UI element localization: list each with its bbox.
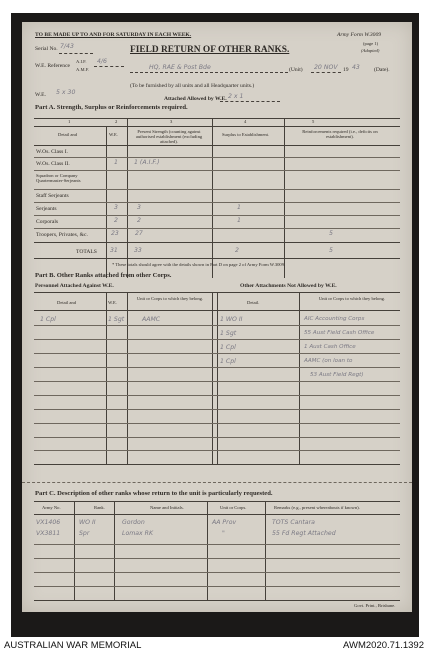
date-value: 20 NOV (314, 64, 338, 71)
part-c-rank: WO II (79, 519, 96, 526)
part-b-right-subtitle: Other Attachments Not Allowed by W.E. (240, 283, 337, 289)
part-b-right-unit: AIC Accounting Corps (304, 316, 365, 322)
archive-footer (0, 637, 428, 653)
part-c-title: Part C. Description of other ranks whose return to the unit is particularly requested. (35, 490, 273, 497)
unit-label: (Unit) (289, 67, 303, 73)
attached-value: 2 x 1 (228, 93, 244, 100)
part-c-header-remarks: Remarks (e.g., present whereabouts if known). (274, 505, 360, 510)
accession-number: AWM2020.71.1392 (343, 640, 424, 651)
part-c-unit: AA Prov (212, 519, 237, 526)
part-a-col-number: 1 (68, 119, 71, 124)
part-c-rank: Spr (79, 530, 90, 537)
part-a-row-we: 2 (114, 217, 118, 224)
part-a-row-detail: Staff Serjeants (36, 193, 69, 199)
part-c-army-no: VX1406 (36, 519, 61, 526)
year-prefix: 19 (343, 67, 349, 73)
part-a-footnote: * These totals should agree with the details shown in Part D on page 2 of Army Form W.3009. (112, 262, 286, 267)
part-b-right-detail: 1 Sgt (220, 330, 237, 337)
part-c-name: Lomax RK (122, 530, 154, 537)
part-b-right-detail: 1 Cpl (220, 358, 236, 365)
part-a-row-strength: 27 (135, 230, 143, 237)
part-b-title: Part B. Other Ranks attached from other Corps. (35, 272, 172, 279)
part-a-header-surplus: Surplus to Establishment. (222, 132, 270, 137)
part-c-header-unit: Unit or Corps. (220, 505, 247, 510)
form-adapted: (Adapted) (361, 48, 380, 53)
part-c-remarks: 55 Fd Regt Attached (272, 530, 336, 537)
part-a-row-reinforcements: 5 (329, 230, 333, 237)
form-title: FIELD RETURN OF OTHER RANKS. (130, 45, 290, 55)
we-reference-label: W.E. Reference (35, 63, 71, 69)
part-a-title: Part A. Strength, Surplus or Reinforcements required. (35, 104, 188, 111)
we-label: W.E. (35, 92, 46, 98)
top-notice: TO BE MADE UP TO AND FOR SATURDAY IN EACH WEEK. (35, 32, 192, 38)
part-b-right-detail: 1 WO II (220, 316, 243, 323)
part-b-right-unit: AAMC (on loan to (304, 358, 353, 364)
part-a-header-detail: Detail and (58, 132, 78, 137)
part-c-header-rank: Rank. (94, 505, 105, 510)
part-a-row-detail: Corporals (36, 219, 59, 225)
form-page: (page 1) (363, 41, 379, 46)
part-a-row-we: 23 (111, 230, 119, 237)
totals-surplus: 2 (235, 247, 239, 254)
form-sheet (22, 22, 412, 612)
part-a-header-we: W.E. (109, 132, 119, 137)
part-b-left-detail: 1 Cpl (40, 316, 56, 323)
part-a-col-number: 3 (170, 119, 173, 124)
part-a-col-number: 5 (312, 119, 315, 124)
part-a-row-detail: W.Os. Class II. (36, 161, 70, 167)
serial-label: Serial No. (35, 46, 58, 52)
part-a-row-detail: Serjeants (36, 206, 57, 212)
part-a-row-we: 1 (114, 159, 118, 166)
part-a-row-detail: Troopers, Privates, &c. (36, 232, 88, 238)
totals-reinforcements: 5 (329, 247, 333, 254)
furnish-note: (To be furnished by all units and all Headquarter units.) (130, 83, 255, 89)
part-a-row-surplus: 1 (237, 204, 241, 211)
part-b-left-unit: AAMC (142, 316, 161, 323)
part-c-army-no: VX3811 (36, 530, 61, 537)
part-b-right-unit: 53 Aust Field Regt) (310, 372, 364, 378)
date-label: (Date). (374, 67, 390, 73)
part-a-row-strength: 3 (137, 204, 141, 211)
part-c-remarks: TOTS Cantara (272, 519, 315, 526)
printer-credit: Govt. Print., Brisbane. (354, 603, 396, 608)
unit-value: HQ, RAE & Post Bde (149, 64, 211, 71)
we-value: 5 x 30 (56, 89, 76, 96)
part-a-col-number: 4 (244, 119, 247, 124)
we-reference-value: 4/6 (97, 58, 107, 65)
part-b-left-header-unit: Unit or Corps to which they belong. (136, 296, 204, 301)
serial-value: 7/43 (60, 43, 74, 50)
totals-label: TOTALS (76, 249, 97, 255)
part-a-row-we: 3 (114, 204, 118, 211)
part-a-row-strength: 2 (137, 217, 141, 224)
part-a-col-number: 2 (115, 119, 118, 124)
part-a-header-strength: Present Strength (counting against authorised establishment (excluding attached). (135, 129, 203, 144)
archive-name: AUSTRALIAN WAR MEMORIAL (4, 640, 142, 651)
year-value: 43 (352, 64, 360, 71)
part-b-right-detail: 1 Cpl (220, 344, 236, 351)
form-number: Army Form W.3009 (337, 32, 382, 38)
part-b-right-unit: 55 Aust Field Cash Office (304, 330, 375, 336)
part-a-header-reinforcements: Reinforcements required (i.e., deficits on establishment). (302, 129, 378, 139)
part-c-name: Gordon (122, 519, 145, 526)
part-a-row-strength: 1 (A.I.F.) (134, 159, 160, 166)
part-b-left-subtitle: Personnel Attached Against W.E. (35, 283, 114, 289)
part-b-left-header-we: W.E. (108, 300, 118, 305)
part-c-header-army-no: Army No. (42, 505, 61, 510)
totals-we: 31 (110, 247, 118, 254)
amf-label: A.M.F. (76, 67, 90, 72)
part-c-unit: " (222, 530, 225, 537)
attached-label: Attached Allowed by W.E. (164, 96, 227, 102)
part-b-right-unit: 1 Aust Cash Office (304, 344, 356, 350)
part-c-header-name: Name and Initials. (150, 505, 184, 510)
part-a-row-detail: W.Os. Class I. (36, 149, 68, 155)
totals-strength: 33 (134, 247, 142, 254)
part-a-row-surplus: 1 (237, 217, 241, 224)
part-b-right-header-unit: Unit or Corps to which they belong. (318, 296, 386, 301)
aif-label: A.I.F. (76, 59, 87, 64)
part-b-left-header-detail: Detail and (57, 300, 77, 305)
part-b-right-header-detail: Detail. (247, 300, 260, 305)
part-b-left-we: 1 Sgt (108, 316, 125, 323)
part-a-row-detail: Squadron or Company Quartermaster-Serjeants (36, 173, 81, 184)
